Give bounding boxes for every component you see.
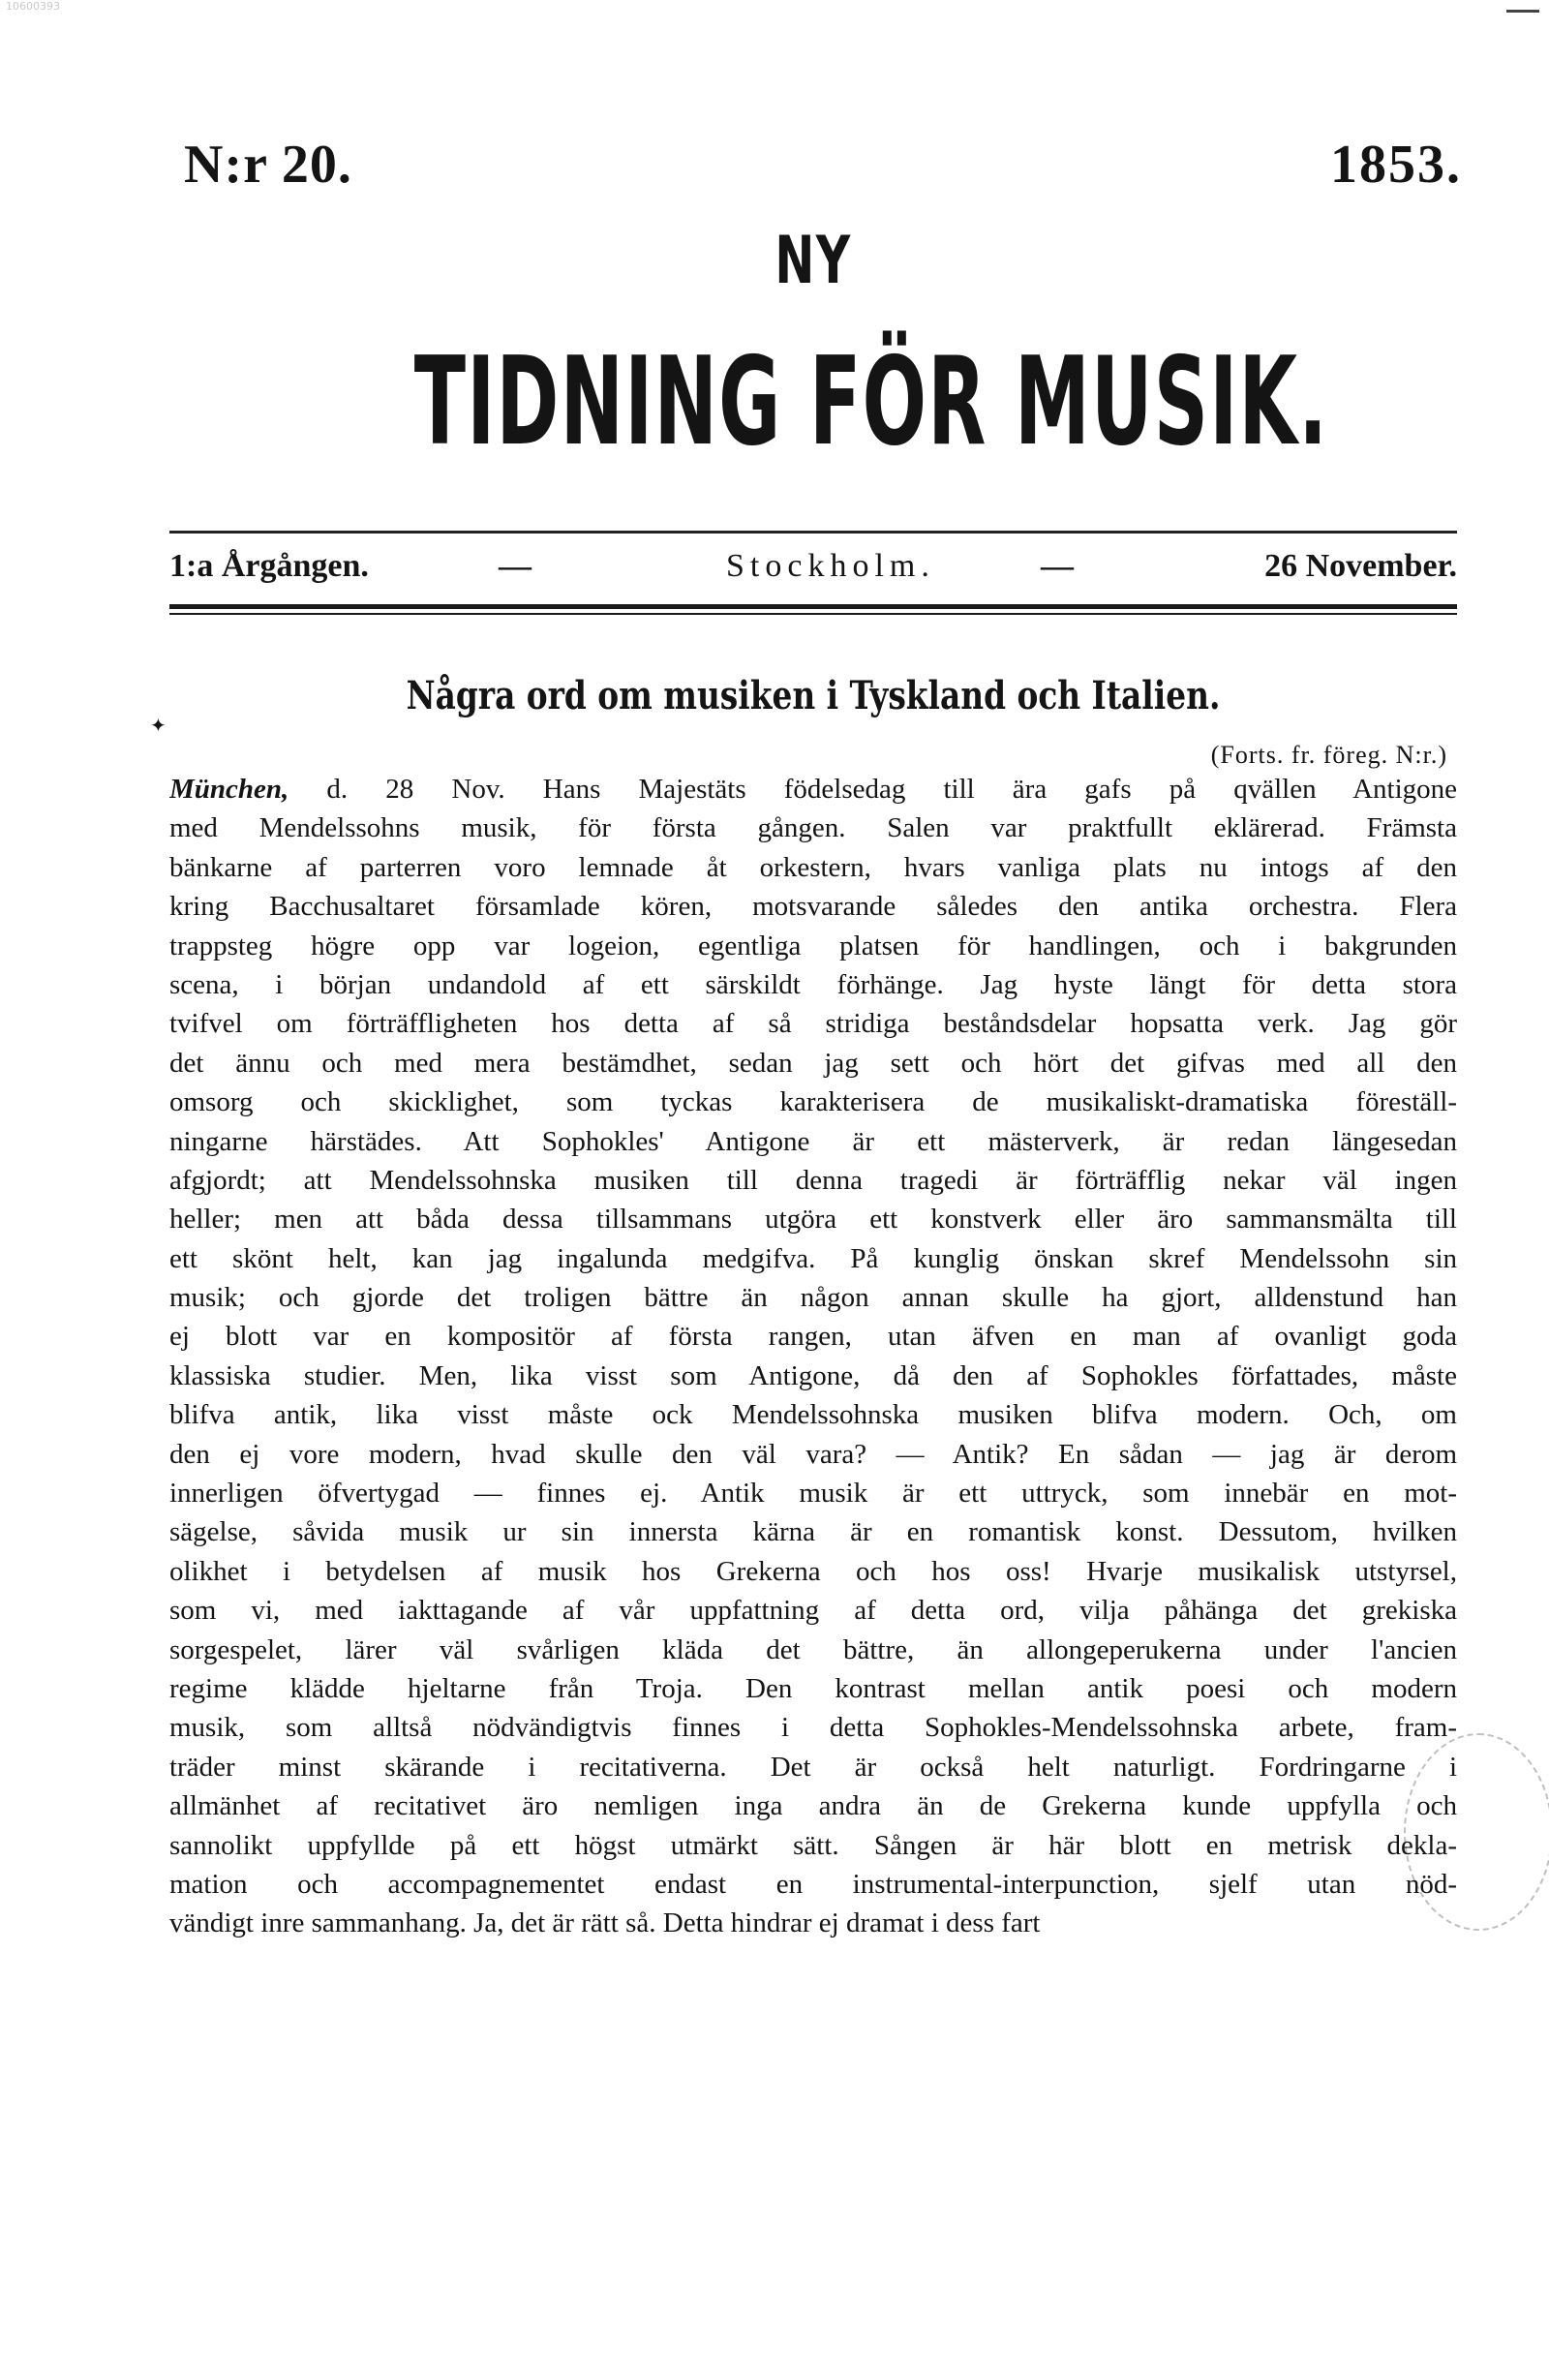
- text-line: ett skönt helt, kan jag ingalunda medgifva. På kunglig önskan skref Mendelssohn sin: [169, 1242, 1457, 1274]
- text-line: [169, 770, 1457, 809]
- rule-double-thin: [169, 613, 1457, 615]
- masthead-title: TIDNING FÖR MUSIK.: [413, 330, 1329, 473]
- text-line: kring Bacchusaltaret församlade kören, motsvarande således den antika orchestra. Flera: [169, 891, 1457, 923]
- text-line: scena, i början undandold af ett särskildt förhänge. Jag hyste längt för detta stora: [169, 968, 1457, 1000]
- continuation-note: (Forts. fr. föreg. N:r.): [1210, 741, 1447, 769]
- text-line: bänkarne af parterren voro lemnade åt orkestern, hvars vanliga plats nu intogs af den: [169, 851, 1457, 883]
- text-line: musik, som alltså nödvändigtvis finnes i detta Sophokles-Mendelssohnska arbete, fram-: [169, 1712, 1457, 1744]
- text-line: omsorg och skicklighet, som tyckas karakterisera de musikaliskt-dramatiska föreställ-: [169, 1086, 1457, 1118]
- text-line: mation och accompagnementet endast en instrumental-interpunction, sjelf utan nöd-: [169, 1868, 1457, 1900]
- text-line: afgjordt; att Mendelssohnska musiken till denna tragedi är förträfflig nekar väl ingen: [169, 1164, 1457, 1196]
- scan-id: 10600393: [6, 0, 60, 13]
- text-line: blifva antik, lika visst måste ock Mendelssohnska musiken blifva modern. Och, om: [169, 1399, 1457, 1431]
- text-line: sägelse, såvida musik ur sin innersta kärna är en romantisk konst. Dessutom, hvilken: [169, 1516, 1457, 1548]
- text-line: regime klädde hjeltarne från Troja. Den kontrast mellan antik poesi och modern: [169, 1672, 1457, 1704]
- text-line: den ej vore modern, hvad skulle den väl vara? — Antik? En sådan — jag är derom: [169, 1438, 1457, 1470]
- text-line: ningarne härstädes. Att Sophokles' Antigone är ett mästerverk, är redan längesedan: [169, 1125, 1457, 1157]
- text-line: allmänhet af recitativet äro nemligen inga andra än de Grekerna kunde uppfylla och: [169, 1790, 1457, 1822]
- rule-top: [169, 531, 1457, 534]
- text-line: sorgespelet, lärer väl svårligen kläda det bättre, än allongeperukerna under l'ancien: [169, 1633, 1457, 1665]
- article-body: [169, 770, 1457, 1943]
- city: Stockholm.: [726, 548, 935, 584]
- text-line: trappsteg högre opp var logeion, egentliga platsen för handlingen, och i bakgrunden: [169, 930, 1457, 961]
- text-line: med Mendelssohns musik, för första gången. Salen var praktfullt eklärerad. Främsta: [169, 812, 1457, 844]
- issue-number: N:r 20.: [184, 135, 352, 195]
- dash-right: —: [1041, 548, 1074, 584]
- rule-double-thick: [169, 604, 1457, 609]
- text-line: ej blott var en kompositör af första rangen, utan äfven en man af ovanligt goda: [169, 1321, 1457, 1353]
- volume-label: 1:a Årgången.: [169, 548, 369, 584]
- text-line: heller; men att båda dessa tillsammans utgöra ett konstverk eller äro sammansmälta till: [169, 1204, 1457, 1236]
- year: 1853.: [1330, 135, 1462, 195]
- info-row: [169, 548, 1457, 587]
- article-heading: Några ord om musiken i Tyskland och Italien.: [406, 673, 1221, 718]
- text-line: träder minst skärande i recitativerna. Det är också helt naturligt. Fordringarne i: [169, 1751, 1457, 1783]
- dateline-place: München,: [169, 774, 327, 805]
- text-line: musik; och gjorde det troligen bättre än någon annan skulle ha gjort, alldenstund han: [169, 1282, 1457, 1314]
- issue-date: 26 November.: [1264, 548, 1457, 584]
- masthead-ny: NY: [774, 223, 852, 299]
- text-line: tvifvel om förträffligheten hos detta af så stridiga beståndsdelar hopsatta verk. Jag gör: [169, 1008, 1457, 1040]
- text-line: sannolikt uppfyllde på ett högst utmärkt sätt. Sången är här blott en metrisk dekla-: [169, 1829, 1457, 1861]
- text-line: det ännu och med mera bestämdhet, sedan jag sett och hört det gifvas med all den: [169, 1047, 1457, 1079]
- text-line: olikhet i betydelsen af musik hos Grekerna och hos oss! Hvarje musikalisk utstyrsel,: [169, 1555, 1457, 1587]
- text-line: innerligen öfvertygad — finnes ej. Antik musik är ett uttryck, som innebär en mot-: [169, 1478, 1457, 1510]
- text-line-rest: d. 28 Nov. Hans Majestäts födelsedag till ära gafs på qvällen Antigone: [326, 774, 1457, 805]
- text-line: klassiska studier. Men, lika visst som Antigone, då den af Sophokles författades, måste: [169, 1359, 1457, 1391]
- dash-left: —: [499, 548, 532, 584]
- text-line: vändigt inre sammanhang. Ja, det är rätt så. Detta hindrar ej dramat i dess fart: [169, 1907, 1041, 1939]
- margin-mark-icon: ✦: [150, 716, 167, 737]
- corner-mark: [1506, 10, 1539, 13]
- text-line: som vi, med iakttagande af vår uppfattning af detta ord, vilja påhänga det grekiska: [169, 1595, 1457, 1627]
- masthead-row: [184, 134, 1462, 201]
